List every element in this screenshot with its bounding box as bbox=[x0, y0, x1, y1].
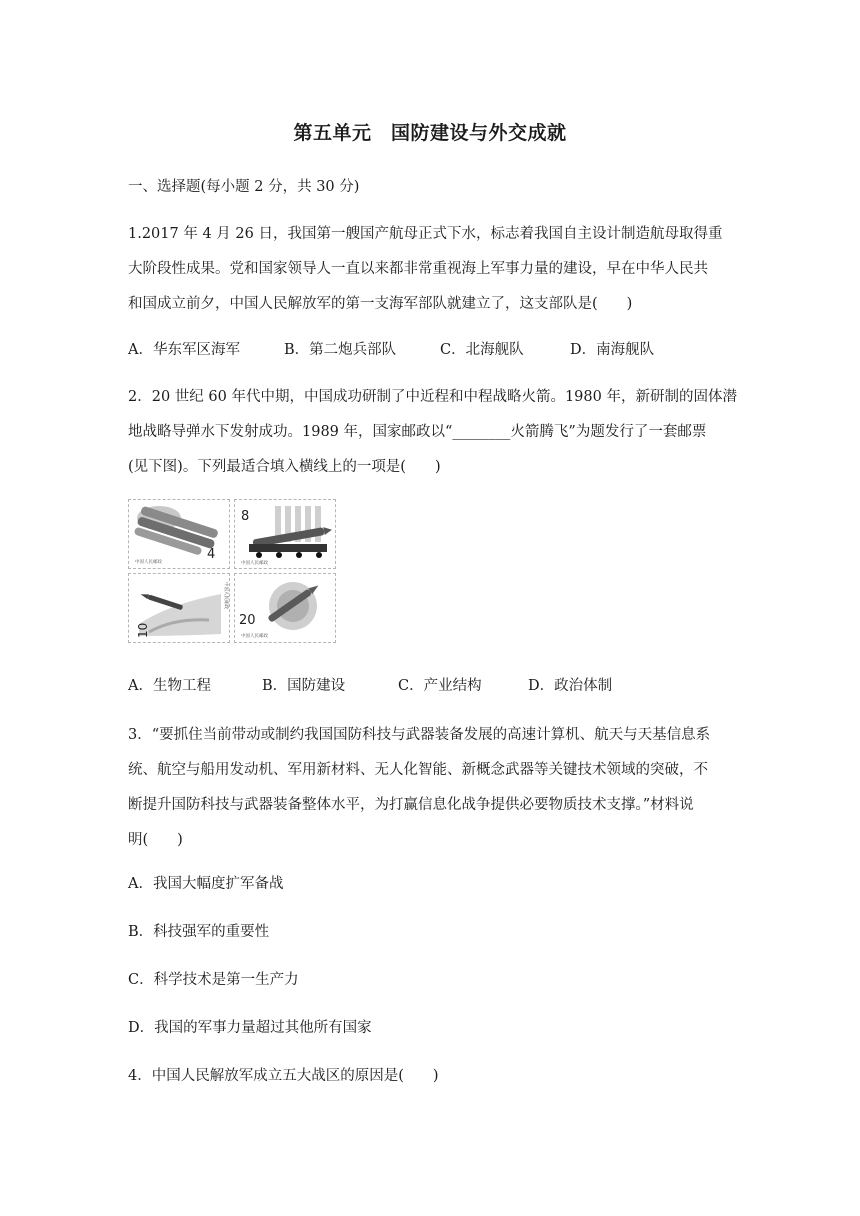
question-2-options bbox=[128, 674, 612, 695]
stamp-rocket-orbit bbox=[234, 573, 336, 643]
question-2-line-2: 地战略导弹水下发射成功。1989 年，国家邮政以“________火箭腾飞”为题发行了一套邮票 bbox=[128, 424, 707, 440]
q3-option-b: B．科技强军的重要性 bbox=[128, 924, 270, 940]
stamp-caption: 中国人民邮政 bbox=[223, 582, 228, 609]
q1-option-c: C．北海舰队 bbox=[440, 342, 524, 358]
section-heading: 一、选择题(每小题 2 分，共 30 分) bbox=[128, 179, 360, 195]
stamp-caption: 中国人民邮政 bbox=[135, 560, 162, 565]
stamp-denomination-8: 8 bbox=[241, 509, 250, 524]
question-1-line-3: 和国成立前夕，中国人民解放军的第一支海军部队就建立了，这支部队是( ) bbox=[128, 296, 633, 312]
page-title: 第五单元 国防建设与外交成就 bbox=[293, 122, 567, 144]
stamp-missile-launch bbox=[128, 573, 230, 643]
question-1-line-2: 大阶段性成果。党和国家领导人一直以来都非常重视海上军事力量的建设，早在中华人民共 bbox=[128, 261, 708, 277]
q2-option-c: C．产业结构 bbox=[398, 678, 482, 694]
stamp-missile-truck bbox=[234, 499, 336, 569]
q1-option-a: A．华东军区海军 bbox=[128, 342, 240, 358]
q2-option-a: A．生物工程 bbox=[128, 678, 211, 694]
stamp-rocket-transport bbox=[128, 499, 230, 569]
question-2-line-1: 2．20 世纪 60 年代中期，中国成功研制了中近程和中程战略火箭。1980 年，新研制的固体潜 bbox=[128, 389, 737, 405]
stamp-caption: 中国人民邮政 bbox=[241, 561, 268, 566]
stamp-denomination-10: 10 bbox=[136, 622, 150, 638]
q2-option-b: B．国防建设 bbox=[262, 678, 346, 694]
q1-option-b: B．第二炮兵部队 bbox=[284, 342, 397, 358]
question-2-line-3: (见下图)。下列最适合填入横线上的一项是( ) bbox=[128, 459, 441, 475]
q1-option-d: D．南海舰队 bbox=[570, 342, 655, 358]
stamp-caption: 中国人民邮政 bbox=[241, 634, 268, 639]
q3-option-a: A．我国大幅度扩军备战 bbox=[128, 876, 284, 892]
stamp-denomination-4: 4 bbox=[207, 547, 216, 562]
q3-option-d: D．我国的军事力量超过其他所有国家 bbox=[128, 1020, 372, 1036]
question-3-line-1: 3．“要抓住当前带动或制约我国国防科技与武器装备发展的高速计算机、航天与天基信息系 bbox=[128, 727, 711, 743]
q3-option-c: C．科学技术是第一生产力 bbox=[128, 972, 299, 988]
question-3-line-4: 明( ) bbox=[128, 832, 183, 848]
rocket-stamps-figure bbox=[128, 497, 340, 647]
q2-option-d: D．政治体制 bbox=[528, 678, 613, 694]
question-1-options bbox=[128, 338, 654, 359]
stamp-denomination-20: 20 bbox=[239, 613, 256, 628]
question-1-line-1: 1.2017 年 4 月 26 日，我国第一艘国产航母正式下水，标志着我国自主设计制造航母取得重 bbox=[128, 226, 723, 242]
question-4-line-1: 4．中国人民解放军成立五大战区的原因是( ) bbox=[128, 1068, 439, 1084]
question-3-line-2: 统、航空与船用发动机、军用新材料、无人化智能、新概念武器等关键技术领域的突破，不 bbox=[128, 762, 708, 778]
question-3-line-3: 断提升国防科技与武器装备整体水平，为打赢信息化战争提供必要物质技术支撑。”材料说 bbox=[128, 797, 694, 813]
